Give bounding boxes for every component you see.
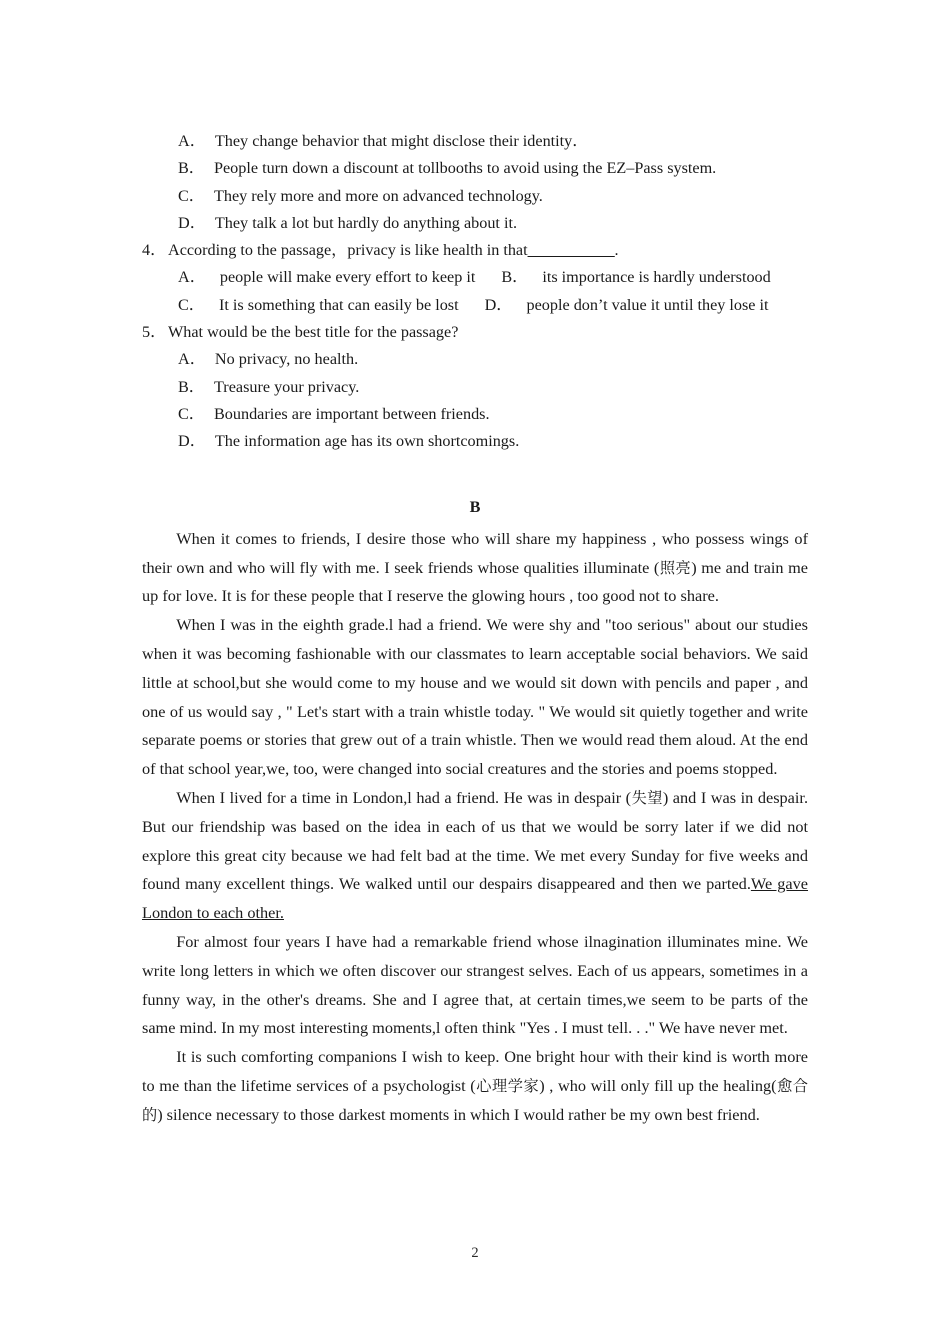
question-4-stem xyxy=(142,237,808,264)
option-letter: D． xyxy=(484,295,513,314)
option-letter: A． xyxy=(178,132,206,150)
option-text: They change behavior that might disclose their identity． xyxy=(214,132,589,150)
passage-section-heading: B xyxy=(469,497,481,516)
option-text: They talk a lot but hardly do anything about it. xyxy=(214,213,517,232)
option-row xyxy=(142,346,808,373)
question-3-options xyxy=(142,128,808,237)
question-stem-tail: . xyxy=(614,241,619,260)
question-number: 5． xyxy=(142,323,167,342)
chinese-gloss: 心理学家 xyxy=(475,1077,540,1095)
option-row xyxy=(142,155,808,182)
option-letter: B． xyxy=(178,159,205,178)
page-number: 2 xyxy=(471,1245,479,1261)
option-row xyxy=(142,183,808,210)
option-text: No privacy, no health. xyxy=(214,350,359,369)
option-text: people don’t value it until they lose it xyxy=(526,295,769,314)
option-letter: D． xyxy=(178,432,206,451)
question-number: 4． xyxy=(142,241,167,260)
option-text: its importance is hardly understood xyxy=(542,268,771,287)
chinese-gloss: 失望 xyxy=(631,789,663,808)
option-text: The information age has its own shortcomings. xyxy=(214,432,520,451)
option-letter: C． xyxy=(178,295,205,314)
chinese-gloss: 愈合的 xyxy=(142,1077,809,1124)
passage-paragraph: When I lived for a time in London,l had a friend. He was in despair (失望) and I was in despair. But our friendship was based on the idea in each of us that we would be sorry later if we did not explore this great city because we had felt bad at the time. We met every Sunday for five weeks and found many excellent things. We walked until our despairs disappeared and then we parted.We gave London to each other. xyxy=(142,788,809,923)
option-letter: B． xyxy=(501,268,529,287)
option-row xyxy=(142,210,808,237)
option-text: Boundaries are important between friends. xyxy=(213,404,490,423)
option-text: Treasure your privacy. xyxy=(213,377,360,396)
passage-body xyxy=(142,525,808,1130)
option-letter: B． xyxy=(178,377,205,396)
option-row xyxy=(142,374,808,401)
question-4 xyxy=(142,237,808,319)
question-5 xyxy=(142,319,808,455)
answer-blank[interactable]: ___________ xyxy=(527,241,615,260)
question-stem-text: According to the passage，privacy is like health in that xyxy=(168,241,528,260)
question-5-stem xyxy=(142,319,808,346)
passage-paragraph: When it comes to friends, I desire those who will share my happiness , who possess wings of their own and who will fly with me. I seek friends whose qualities illuminate (照亮) me and train me up for love. It is for these people that I reserve the glowing hours , too good not to share. xyxy=(142,528,809,606)
option-text: people will make every effort to keep it xyxy=(219,268,476,287)
page-content xyxy=(142,128,808,1130)
underlined-sentence: We gave London to each other. xyxy=(142,874,809,923)
option-text: They rely more and more on advanced technology. xyxy=(213,186,543,205)
passage-paragraph: It is such comforting companions I wish to keep. One bright hour with their kind is worth more to me than the lifetime services of a psychologist (心理学家) , who will only fill up the healing(愈合的) silence necessary to those darkest moments in which I would rather be my own best friend. xyxy=(142,1047,809,1124)
passage-paragraph: For almost four years I have had a remarkable friend whose ilnagination illuminates mine. We write long letters in which we often discover our strangest selves. Each of us appears, sometimes in a funny way, in the other's dreams. She and I agree that, at certain times,we seem to be parts of the same mind. In my most interesting moments,l often think "Yes . I must tell. . ." We have never met. xyxy=(142,932,808,1038)
option-letter: D． xyxy=(178,213,206,232)
option-letter: A． xyxy=(178,268,206,287)
option-text: People turn down a discount at tollbooths to avoid using the EZ–Pass system. xyxy=(213,159,717,178)
option-row xyxy=(142,401,808,428)
option-row xyxy=(142,128,808,155)
option-text: It is something that can easily be lost xyxy=(218,295,459,314)
option-row xyxy=(142,292,808,319)
option-letter: C． xyxy=(178,404,205,423)
passage-paragraph: When I was in the eighth grade.l had a friend. We were shy and "too serious" about our studies when it was becoming fashionable with our classmates to learn acceptable social behaviors. We said little at school,but she would come to my house and we would sit down with pencils and paper , and one of us would say , " Let's start with a train whistle today. " We would sit quietly together and write separate poems or stories that grew out of a train whistle. Then we would read them aloud. At the end of that school year,we, too, were changed into social creatures and the stories and poems stopped. xyxy=(142,615,808,779)
option-letter: C． xyxy=(178,186,205,205)
option-letter: A． xyxy=(178,350,206,369)
option-row xyxy=(142,264,808,291)
question-stem-text: What would be the best title for the passage? xyxy=(168,323,459,342)
chinese-gloss: 照亮 xyxy=(659,558,692,577)
option-row xyxy=(142,428,808,455)
